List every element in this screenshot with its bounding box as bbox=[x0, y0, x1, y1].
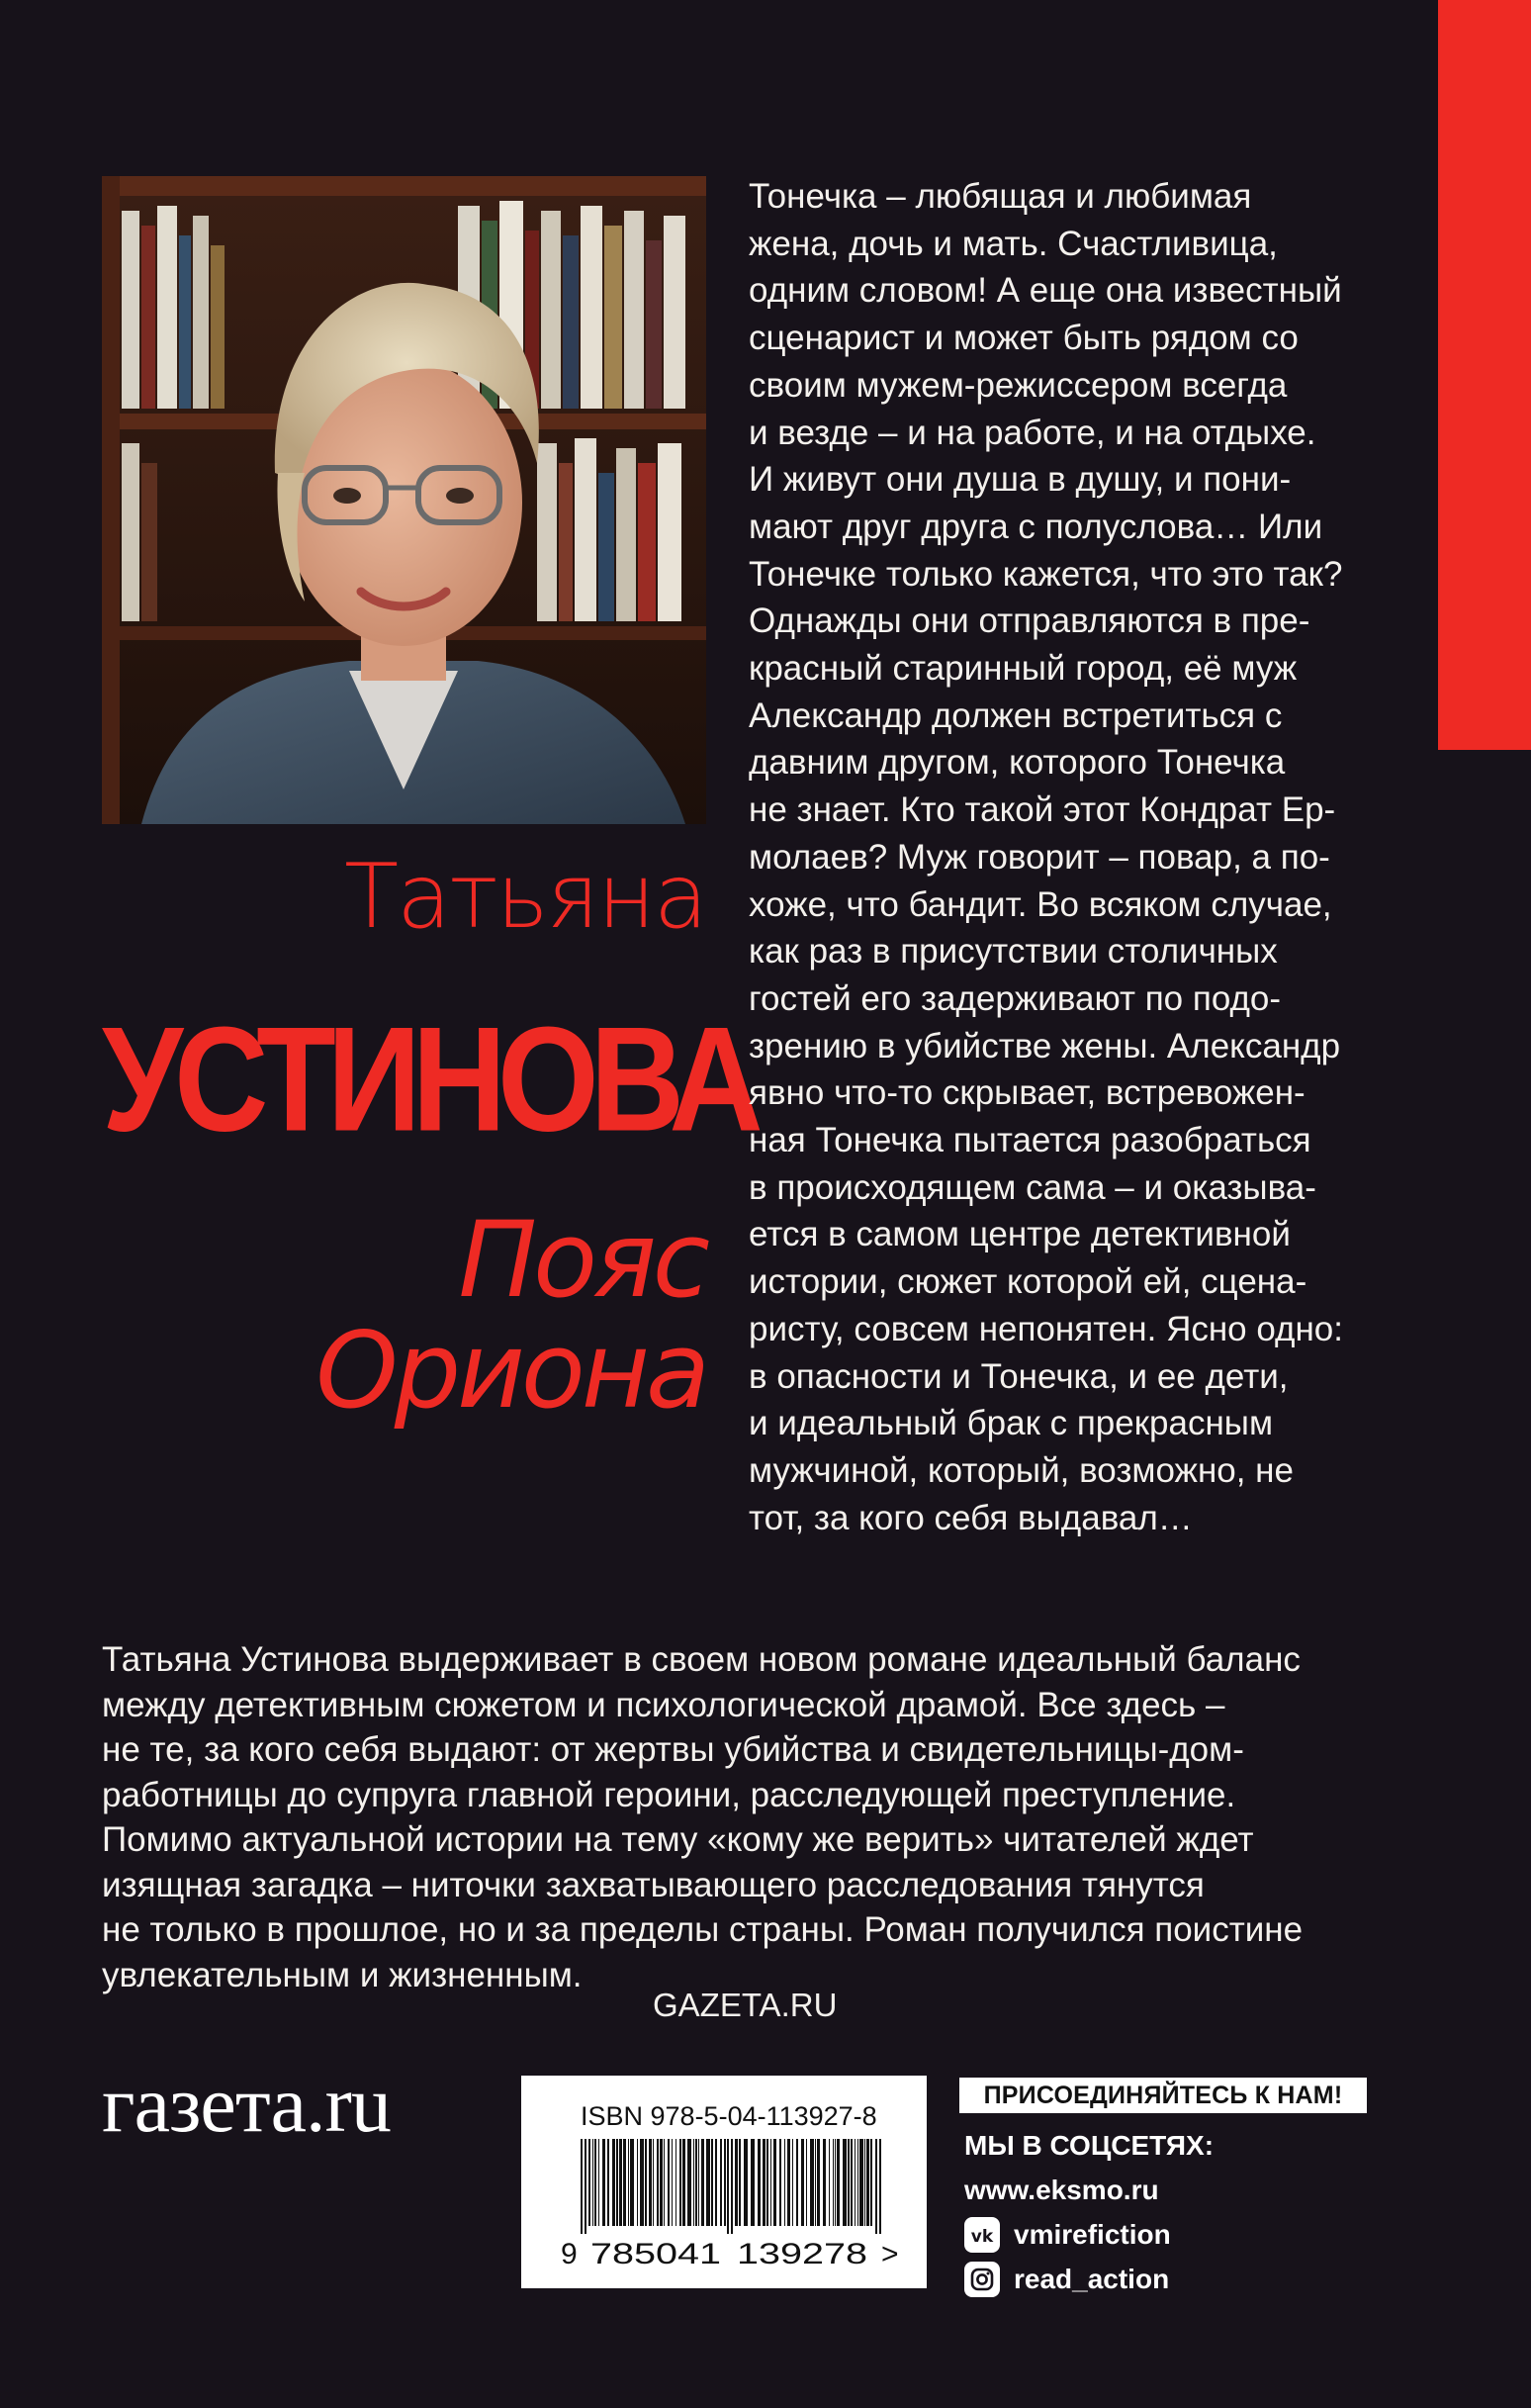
barcode-bar bbox=[817, 2139, 820, 2226]
barcode-bar bbox=[870, 2139, 872, 2226]
barcode-bar bbox=[829, 2139, 830, 2226]
barcode-bar bbox=[594, 2139, 596, 2226]
barcode-bar bbox=[857, 2139, 858, 2226]
social-links bbox=[964, 2123, 1214, 2301]
social-title: МЫ В СОЦСЕТЯХ: bbox=[964, 2130, 1215, 2161]
barcode-bar bbox=[866, 2139, 869, 2226]
barcode-bar bbox=[695, 2139, 697, 2226]
review-line: не только в прошлое, но и за пределы страны. Роман получился поистине bbox=[102, 1910, 1304, 1949]
barcode-bar bbox=[848, 2139, 850, 2226]
blurb-line: ется в самом центре детективной bbox=[749, 1215, 1291, 1254]
svg-text:vk: vk bbox=[970, 2226, 994, 2247]
barcode-bar bbox=[851, 2139, 853, 2226]
barcode-bar bbox=[835, 2139, 836, 2226]
red-accent-bar bbox=[1438, 0, 1531, 750]
review-line: работницы до супруга главной героини, расследующей преступление. bbox=[102, 1775, 1236, 1814]
book-title-line: Пояс bbox=[458, 1199, 706, 1321]
barcode-bar bbox=[612, 2139, 615, 2226]
blurb-line: в происходящем сама – и оказыва- bbox=[749, 1167, 1316, 1207]
barcode-bar bbox=[724, 2139, 726, 2226]
barcode-bar bbox=[837, 2139, 840, 2226]
blurb-line: Александр должен встретиться с bbox=[749, 695, 1283, 735]
review-line: Помимо актуальной истории на тему «кому же верить» читателей ждет bbox=[102, 1820, 1254, 1859]
blurb-line: Тонечка – любящая и любимая bbox=[749, 177, 1252, 216]
barcode-bar bbox=[693, 2139, 694, 2226]
barcode-guard-bar bbox=[879, 2139, 881, 2234]
blurb-line: сценарист и может быть рядом со bbox=[749, 319, 1299, 358]
barcode-bar bbox=[602, 2139, 605, 2226]
barcode-bar bbox=[706, 2139, 710, 2226]
barcode-bar bbox=[787, 2139, 790, 2226]
blurb-line: и идеальный брак с прекрасным bbox=[749, 1404, 1274, 1443]
blurb-line: гостей его задерживают по подо- bbox=[749, 978, 1282, 1018]
barcode-guard-bar bbox=[585, 2139, 586, 2234]
barcode-bar bbox=[859, 2139, 863, 2226]
barcode-bar bbox=[645, 2139, 647, 2226]
barcode-bar bbox=[607, 2139, 609, 2226]
book-title bbox=[102, 1199, 706, 1433]
vk-link[interactable] bbox=[964, 2212, 1214, 2257]
author-first-name: Татьяна bbox=[344, 845, 706, 949]
blurb-line: молаев? Муж говорит – повар, а по- bbox=[749, 837, 1330, 877]
book-title-line: Ориона bbox=[315, 1310, 706, 1433]
blurb-line: красный старинный город, её муж bbox=[749, 649, 1298, 689]
barcode-bar bbox=[668, 2139, 670, 2226]
barcode-bar bbox=[810, 2139, 814, 2226]
barcode-guard-bar bbox=[875, 2139, 877, 2234]
blurb-line: мужчиной, который, возможно, не bbox=[749, 1450, 1294, 1490]
blurb-line: зрению в убийстве жены. Александр bbox=[749, 1026, 1341, 1065]
barcode-bar bbox=[637, 2139, 638, 2226]
blurb-line: жена, дочь и мать. Счастливица, bbox=[749, 224, 1278, 263]
blurb-line: не знает. Кто такой этот Кондрат Ер- bbox=[749, 790, 1336, 830]
barcode-bar bbox=[711, 2139, 713, 2226]
blurb-line: давним другом, которого Тонечка bbox=[749, 743, 1286, 783]
barcode-bar bbox=[682, 2139, 685, 2226]
barcode-bar bbox=[630, 2139, 634, 2226]
instagram-link[interactable] bbox=[964, 2257, 1214, 2301]
barcode-bar bbox=[792, 2139, 793, 2226]
barcode-bar bbox=[823, 2139, 826, 2226]
blurb-line: своим мужем-режиссером всегда bbox=[749, 365, 1288, 405]
barcode-bar bbox=[675, 2139, 676, 2226]
barcode-bar bbox=[833, 2139, 834, 2226]
barcode-bar bbox=[616, 2139, 618, 2226]
blurb-line: в опасности и Тонечка, и ее дети, bbox=[749, 1356, 1289, 1396]
barcode-bars bbox=[559, 2139, 901, 2234]
barcode-guard-bar bbox=[727, 2139, 729, 2234]
barcode-bar bbox=[758, 2139, 761, 2226]
blurb-line: явно что-то скрывает, встревожен- bbox=[749, 1073, 1306, 1113]
barcode-bar bbox=[763, 2139, 766, 2226]
blurb-line: хоже, что бандит. Во всяком случае, bbox=[749, 884, 1332, 924]
blurb-line: как раз в присутствии столичных bbox=[749, 932, 1278, 972]
barcode-bar bbox=[698, 2139, 699, 2226]
blurb-line: мают друг друга с полуслова… Или bbox=[749, 507, 1323, 546]
barcode-bar bbox=[751, 2139, 755, 2226]
blurb-line: истории, сюжет которой ей, сцена- bbox=[749, 1262, 1307, 1302]
barcode-bar bbox=[660, 2139, 663, 2226]
barcode-bar bbox=[779, 2139, 781, 2226]
barcode-marker: > bbox=[881, 2238, 899, 2270]
barcode-bar bbox=[843, 2139, 847, 2226]
barcode-bar bbox=[815, 2139, 816, 2226]
review-line: изящная загадка – ниточки захватывающего расследования тянутся bbox=[102, 1865, 1205, 1904]
barcode-bar bbox=[739, 2139, 741, 2226]
barcode-bar bbox=[664, 2139, 665, 2226]
barcode-bar bbox=[701, 2139, 704, 2226]
review-line: Татьяна Устинова выдерживает в своем новом романе идеальный баланс bbox=[102, 1640, 1301, 1679]
review-source: GAZETA.RU bbox=[653, 1987, 838, 2023]
barcode-bar bbox=[796, 2139, 798, 2226]
barcode-bar bbox=[855, 2139, 856, 2226]
blurb-line: и везде – и на работе, и на отдыхе. bbox=[749, 413, 1316, 452]
blurb-line: одним словом! А еще она известный bbox=[749, 271, 1342, 311]
author-last-name: УСТИНОВА bbox=[102, 995, 755, 1162]
barcode-bar bbox=[657, 2139, 659, 2226]
barcode-bar bbox=[784, 2139, 785, 2226]
review-line: увлекательным и жизненным. bbox=[102, 1955, 583, 1994]
blurb-line: тот, за кого себя выдавал… bbox=[749, 1498, 1193, 1537]
barcode-bar bbox=[770, 2139, 771, 2226]
blurb-line: Тонечке только кажется, что это так? bbox=[749, 554, 1343, 594]
barcode-right-group: 139278 bbox=[737, 2238, 867, 2270]
barcode-bar bbox=[735, 2139, 738, 2226]
barcode-bar bbox=[653, 2139, 654, 2226]
barcode-bar bbox=[864, 2139, 865, 2226]
barcode-left-group: 785041 bbox=[590, 2238, 721, 2270]
book-blurb bbox=[749, 173, 1431, 1541]
isbn-barcode bbox=[521, 2076, 927, 2288]
review-line: не те, за кого себя выдают: от жертвы убийства и свидетельницы-дом- bbox=[102, 1730, 1244, 1769]
instagram-icon bbox=[964, 2262, 1000, 2297]
gazeta-logo: газета.ru bbox=[102, 2059, 391, 2149]
website-link[interactable]: www.eksmo.ru bbox=[964, 2175, 1159, 2205]
barcode-bar bbox=[649, 2139, 652, 2226]
barcode-digits bbox=[559, 2232, 901, 2271]
author-photo bbox=[102, 176, 706, 824]
barcode-bar bbox=[687, 2139, 691, 2226]
barcode-bar bbox=[806, 2139, 807, 2226]
barcode-bar bbox=[588, 2139, 590, 2226]
barcode-guard-bar bbox=[581, 2139, 583, 2234]
blurb-line: И живут они душа в душу, и пони- bbox=[749, 460, 1292, 500]
review-line: между детективным сюжетом и психологической драмой. Все здесь – bbox=[102, 1685, 1225, 1724]
barcode-bar bbox=[592, 2139, 593, 2226]
barcode-bar bbox=[715, 2139, 717, 2226]
barcode-bar bbox=[640, 2139, 644, 2226]
author-portrait-icon bbox=[102, 176, 706, 824]
barcode-bar bbox=[801, 2139, 804, 2226]
isbn-number: ISBN 978-5-04-113927-8 bbox=[581, 2101, 877, 2131]
barcode-bar bbox=[720, 2139, 722, 2226]
instagram-handle: read_action bbox=[1014, 2264, 1170, 2294]
barcode-bar bbox=[623, 2139, 626, 2226]
vk-handle: vmirefiction bbox=[1014, 2219, 1171, 2250]
barcode-bar bbox=[672, 2139, 673, 2226]
barcode-bar bbox=[766, 2139, 768, 2226]
barcode-bar bbox=[773, 2139, 776, 2226]
join-us-badge: ПРИСОЕДИНЯЙТЕСЬ К НАМ! bbox=[959, 2078, 1367, 2113]
barcode-bar bbox=[628, 2139, 629, 2226]
barcode-bar bbox=[619, 2139, 622, 2226]
blurb-line: Однажды они отправляются в пре- bbox=[749, 602, 1310, 641]
barcode-bar bbox=[598, 2139, 599, 2226]
barcode-first-digit: 9 bbox=[561, 2238, 578, 2270]
barcode-guard-bar bbox=[731, 2139, 733, 2234]
vk-icon bbox=[964, 2217, 1000, 2253]
blurb-line: ная Тонечка пытается разобраться bbox=[749, 1121, 1311, 1160]
barcode-bar bbox=[679, 2139, 681, 2226]
press-review bbox=[102, 1637, 1417, 1997]
barcode-bar bbox=[744, 2139, 748, 2226]
blurb-line: ристу, совсем непонятен. Ясно одно: bbox=[749, 1309, 1343, 1348]
